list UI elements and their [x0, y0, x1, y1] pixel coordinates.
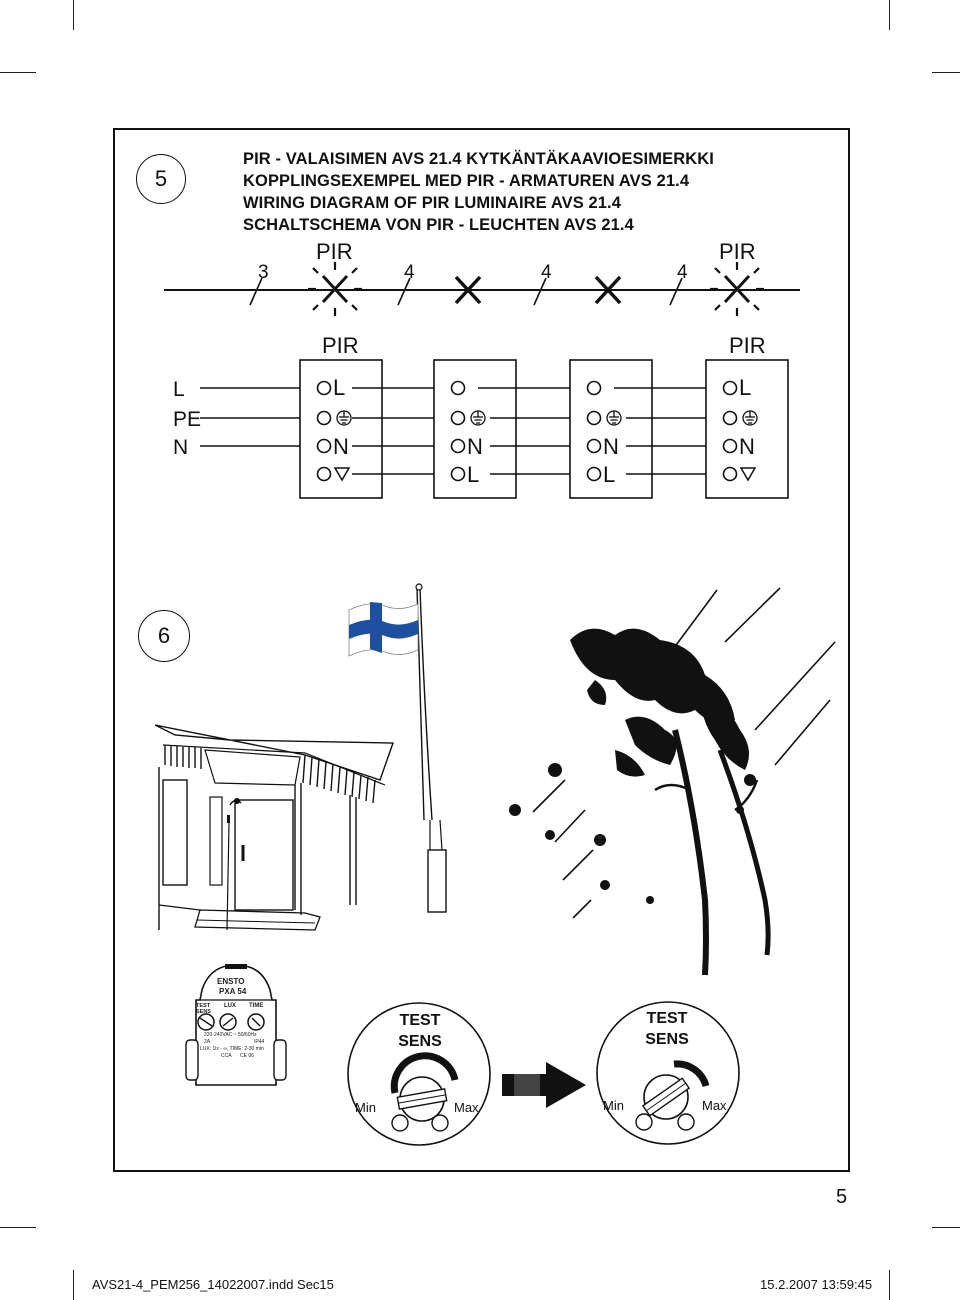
diagram-title-sv: KOPPLINGSEXEMPEL MED PIR - ARMATUREN AVS 21.4	[243, 172, 690, 190]
device-brand: ENSTO	[217, 977, 245, 986]
cable-label: 4	[541, 262, 552, 283]
device-spec: 220-240VAC ~ 50/60Hz	[204, 1032, 257, 1038]
crop-mark	[889, 1270, 890, 1300]
terminal-label: N	[333, 434, 349, 459]
page-number: 5	[836, 1186, 848, 1208]
diagram-title-de: SCHALTSCHEMA VON PIR - LEUCHTEN AVS 21.4	[243, 216, 634, 234]
cable-label: 3	[258, 262, 269, 283]
knob-label-test-sens: TEST SENS	[196, 1003, 211, 1015]
device-spec: CE 06	[240, 1053, 254, 1059]
arrow-right-icon	[500, 1060, 590, 1110]
terminal-label: N	[603, 434, 619, 459]
cable-label: 4	[404, 262, 415, 283]
crop-mark	[889, 0, 890, 30]
dial-label-test-sens: TEST SENS	[398, 1012, 442, 1050]
diagram-title-en: WIRING DIAGRAM OF PIR LUMINAIRE AVS 21.4	[243, 194, 622, 212]
device-spec: IP44	[254, 1039, 265, 1045]
knob-label-time: TIME	[249, 1003, 264, 1009]
crop-mark	[73, 0, 74, 30]
device-spec: LUX: 1lx - ∞, TIME: 2-30 min	[200, 1046, 264, 1052]
terminal-label: L	[467, 462, 480, 487]
dial-min-label: Min	[355, 1100, 376, 1115]
terminal-label: N	[467, 434, 483, 459]
terminal-label: N	[739, 434, 755, 459]
crop-mark	[932, 1227, 960, 1228]
device-model: PXA 54	[219, 987, 247, 996]
dial-max-label: Max	[454, 1100, 479, 1115]
pir-label: PIR	[719, 239, 756, 264]
terminal-label: L	[333, 375, 346, 400]
footer-timestamp: 15.2.2007 13:59:45	[760, 1277, 873, 1292]
luminaire-chain-diagram	[150, 240, 810, 320]
terminal-label: L	[739, 375, 752, 400]
step-number-5: 5	[136, 154, 186, 204]
pir-label: PIR	[729, 333, 766, 358]
device-knob	[198, 1014, 264, 1030]
wire-label-pe: PE	[173, 408, 202, 431]
crop-mark	[932, 72, 960, 73]
diagram-title-fi: PIR - VALAISIMEN AVS 21.4 KYTKÄNTÄKAAVIOESIMERKKI	[243, 150, 714, 168]
pir-label: PIR	[322, 333, 359, 358]
wire-label-n: N	[173, 436, 189, 459]
dial-max-label: Max	[702, 1098, 727, 1113]
device-spec: 2A	[204, 1039, 211, 1045]
knob-label-lux: LUX	[224, 1003, 236, 1009]
footer-file: AVS21-4_PEM256_14022007.indd Sec15	[92, 1277, 334, 1292]
finnish-flag	[349, 602, 418, 656]
windy-trees-illustration	[495, 580, 845, 980]
crop-mark	[0, 72, 36, 73]
crop-mark	[0, 1227, 36, 1228]
terminal-wiring-diagram	[190, 355, 790, 505]
crop-mark	[73, 1270, 74, 1300]
pir-label: PIR	[316, 239, 353, 264]
dial-min-label: Min	[603, 1098, 624, 1113]
dial-label-test-sens: TEST SENS	[645, 1010, 689, 1048]
cable-label: 4	[677, 262, 688, 283]
wire-label-l: L	[173, 378, 185, 401]
house-illustration	[155, 705, 395, 935]
terminal-label: L	[603, 462, 616, 487]
device-spec: CCA	[221, 1053, 232, 1059]
step-number-6: 6	[138, 610, 190, 662]
